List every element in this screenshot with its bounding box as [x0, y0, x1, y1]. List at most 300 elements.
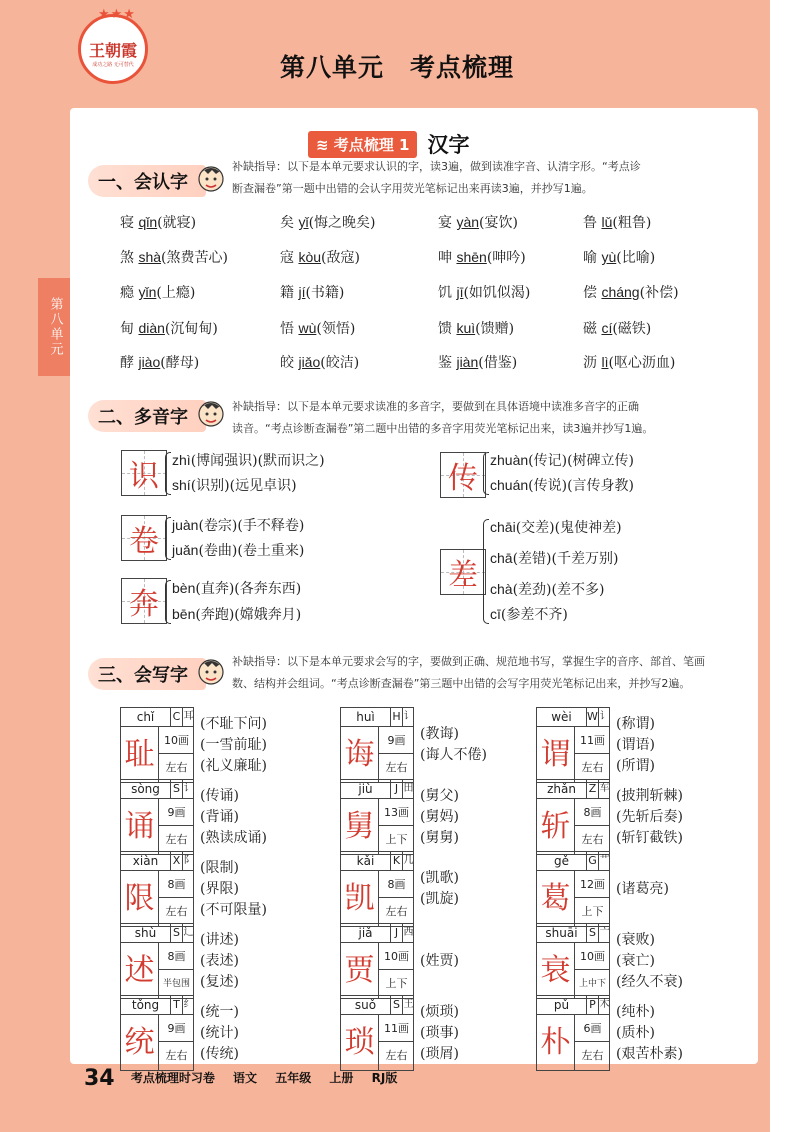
card-radical: 辶 [183, 924, 194, 943]
card-strokes: 8画 [159, 943, 194, 970]
character: 悟 [280, 321, 294, 337]
example-word: (借鉴) [478, 355, 518, 371]
card-pinyin: suǒ [341, 996, 391, 1015]
card-pinyin: sòng [121, 780, 171, 799]
card-letter: S [171, 924, 183, 943]
example-word: (限制) [200, 859, 239, 876]
card-letter: S [391, 996, 403, 1015]
character: 鉴 [438, 355, 452, 371]
card-word-list [616, 714, 655, 777]
pinyin: shēn [456, 249, 487, 265]
brand-logo [78, 7, 148, 84]
card-radical: 木 [599, 996, 610, 1015]
word-entry [280, 282, 344, 302]
card-character: 限 [121, 871, 159, 926]
grade: 五年级 [275, 1071, 312, 1085]
card-radical: 艹 [599, 852, 610, 871]
example-word: (沉甸甸) [164, 321, 218, 337]
card-strokes: 6画 [575, 1015, 610, 1042]
example-word: (统一) [200, 1003, 239, 1020]
character: 宴 [438, 215, 452, 231]
character: 矣 [280, 215, 294, 231]
example-word: (如饥似渴) [463, 285, 531, 301]
character: 偿 [583, 285, 597, 301]
example-word: (酵母) [160, 355, 200, 371]
pronunciation-entry [172, 475, 297, 495]
card-character: 贾 [341, 943, 379, 998]
polyphone-char-box [121, 578, 167, 624]
pinyin: qǐn [138, 214, 158, 230]
card-word-list [200, 714, 267, 777]
example-word: (复述) [200, 973, 239, 990]
example-word: (所谓) [616, 757, 655, 774]
part3-heading: 三、会写字 [88, 658, 206, 690]
example-word: (斩钉截铁) [616, 829, 683, 846]
card-structure: 半包围 [162, 979, 190, 989]
card-letter: H [391, 708, 403, 727]
example-word: (纯朴) [616, 1003, 655, 1020]
pinyin: jiàn [456, 354, 479, 370]
word-entry [120, 212, 196, 232]
part1-heading: 一、会认字 [88, 165, 206, 197]
card-word-list [420, 786, 459, 849]
word-entry [583, 212, 651, 232]
logo-name: 王朝霞 [88, 41, 137, 60]
student-face-icon [196, 655, 226, 687]
volume: 上册 [329, 1071, 354, 1085]
card-letter: P [587, 996, 599, 1015]
card-structure: 左右 [165, 761, 188, 774]
word-entry [280, 247, 360, 267]
example-word: (披荆斩棘) [616, 787, 683, 804]
card-pinyin: pǔ [537, 996, 587, 1015]
example-word: (凯旋) [420, 891, 459, 907]
card-pinyin: gě [537, 852, 587, 871]
crown-icon: ★★★ [98, 7, 136, 22]
pinyin: chā [490, 550, 513, 566]
card-radical: 讠 [403, 708, 414, 727]
card-letter: C [171, 708, 183, 727]
character: 呻 [438, 250, 452, 266]
pronunciation-entry [172, 578, 301, 598]
example-word: (琐事) [420, 1024, 459, 1041]
card-character: 统 [121, 1015, 159, 1070]
part3-tip [232, 651, 705, 695]
character-card [340, 851, 414, 927]
card-strokes: 9画 [379, 727, 414, 754]
pinyin: shà [138, 249, 162, 265]
card-pinyin: chǐ [121, 708, 171, 727]
polyphone-char-box [440, 549, 486, 595]
word-entry [280, 318, 355, 338]
card-radical: 亠 [599, 924, 610, 943]
card-character: 朴 [537, 1015, 575, 1070]
page-footer [84, 1066, 411, 1091]
character: 磁 [583, 321, 597, 337]
section-title [308, 130, 469, 158]
example-word: (礼义廉耻) [200, 757, 267, 774]
character-card [120, 995, 194, 1071]
pinyin: yàn [456, 214, 480, 230]
card-strokes: 8画 [159, 871, 194, 898]
polyphone-character: 差 [448, 558, 478, 593]
pronunciation-entry [490, 475, 634, 495]
example-words: (直奔)(各奔东西) [195, 581, 302, 597]
example-word: (凯歌) [420, 870, 459, 886]
card-character: 耻 [121, 727, 159, 782]
character-card [536, 707, 610, 783]
card-word-list [420, 1002, 459, 1065]
card-letter: T [171, 996, 183, 1015]
example-word: (呻吟) [486, 250, 526, 266]
pinyin: bēn [172, 606, 196, 622]
card-strokes: 8画 [379, 871, 414, 898]
character-card [340, 995, 414, 1071]
pronunciation-entry [490, 604, 568, 624]
card-strokes: 11画 [575, 727, 610, 754]
polyphone-character: 奔 [129, 587, 159, 622]
card-pinyin: huì [341, 708, 391, 727]
example-word: (馈赠) [475, 321, 515, 337]
example-word: (诲人不倦) [420, 747, 487, 763]
polyphone-character: 卷 [129, 524, 159, 559]
character-card [120, 779, 194, 855]
card-letter: K [391, 852, 403, 871]
example-word: (熟读成诵) [200, 829, 267, 846]
word-entry [438, 212, 518, 232]
example-word: (一雪前耻) [200, 736, 267, 753]
pinyin: shí [172, 477, 191, 493]
word-entry [583, 352, 675, 372]
card-pinyin: xiàn [121, 852, 171, 871]
example-word: (粗鲁) [612, 215, 652, 231]
example-word: (烦琐) [420, 1003, 459, 1020]
card-structure: 上中下 [578, 979, 606, 989]
character: 寇 [280, 250, 294, 266]
card-radical: 耳 [183, 708, 194, 727]
example-word: (磁铁) [612, 321, 652, 337]
example-word: (比喻) [616, 250, 656, 266]
card-letter: W [587, 708, 599, 727]
card-pinyin: shuāi [537, 924, 587, 943]
student-face-icon [196, 162, 226, 194]
example-word: (舅父) [420, 787, 459, 804]
example-word: (呕心沥血) [608, 355, 676, 371]
card-character: 琐 [341, 1015, 379, 1070]
pinyin: kòu [298, 249, 322, 265]
card-structure: 上下 [385, 977, 408, 990]
character: 皎 [280, 355, 294, 371]
character: 瘾 [120, 285, 134, 301]
example-word: (背诵) [200, 808, 239, 825]
card-radical: 讠 [183, 780, 194, 799]
part3-tip-line1: 补缺指导：以下是本单元要求会写的字，要做到正确、规范地书写，掌握生字的音序、部首、笔画 [232, 655, 705, 668]
word-entry [438, 318, 514, 338]
character-card [536, 851, 610, 927]
example-word: (悔之晚矣) [308, 215, 376, 231]
card-strokes: 9画 [159, 799, 194, 826]
pronunciation-entry [490, 450, 634, 470]
word-entry [583, 318, 651, 338]
example-word: (琐屑) [420, 1045, 459, 1062]
card-pinyin: wèi [537, 708, 587, 727]
card-letter: J [391, 780, 403, 799]
example-word: (表述) [200, 952, 239, 969]
card-word-list [200, 786, 267, 849]
example-words: (参差不齐) [500, 607, 568, 623]
card-word-list [616, 879, 669, 900]
example-word: (书籍) [305, 285, 345, 301]
card-word-list [616, 786, 683, 849]
card-character: 衰 [537, 943, 575, 998]
logo-subtitle: 成功之路 无可替代 [92, 62, 134, 68]
pronunciation-entry [172, 540, 304, 560]
card-word-list [420, 724, 487, 766]
word-entry [583, 247, 655, 267]
pinyin: zhì [172, 452, 191, 468]
pinyin: lǔ [601, 214, 613, 230]
character: 甸 [120, 321, 134, 337]
character-card [536, 995, 610, 1071]
card-strokes: 9画 [159, 1015, 194, 1042]
card-structure: 上下 [385, 833, 408, 846]
character-card [120, 851, 194, 927]
section-badge: ≋ 考点梳理 1 [308, 131, 417, 158]
card-character: 斩 [537, 799, 575, 854]
example-word: (界限) [200, 880, 239, 897]
example-word: (诸葛亮) [616, 880, 669, 897]
card-radical: 纟 [183, 996, 194, 1015]
example-word: (敌寇) [321, 250, 360, 266]
pinyin: jī [456, 284, 464, 300]
word-entry [438, 352, 517, 372]
pinyin: zhuàn [490, 452, 529, 468]
example-word: (衰败) [616, 931, 655, 948]
card-word-list [200, 1002, 239, 1065]
word-entry [120, 282, 195, 302]
card-radical: 田 [403, 780, 414, 799]
card-pinyin: kǎi [341, 852, 391, 871]
card-character: 述 [121, 943, 159, 998]
card-structure: 左右 [581, 833, 604, 846]
word-entry [120, 352, 199, 372]
card-structure: 左右 [581, 761, 604, 774]
part2-heading: 二、多音字 [88, 400, 206, 432]
part2-tip-line1: 补缺指导：以下是本单元要求读准的多音字，要做到在具体语境中读准多音字的正确 [232, 400, 639, 413]
character: 馈 [438, 321, 452, 337]
part1-tip-line2: 断查漏卷”第一题中出错的会认字用荧光笔标记出来再读3遍，并抄写1遍。 [232, 182, 593, 195]
word-entry [438, 247, 526, 267]
card-letter: G [587, 852, 599, 871]
example-words: (传记)(树碑立传) [528, 453, 635, 469]
card-radical: 王 [403, 996, 414, 1015]
example-word: (谓语) [616, 736, 655, 753]
card-letter: Z [587, 780, 599, 799]
pinyin: chà [490, 581, 513, 597]
example-word: (领悟) [316, 321, 356, 337]
example-words: (识别)(远见卓识) [190, 478, 297, 494]
card-word-list [200, 858, 267, 921]
word-entry [583, 282, 679, 302]
card-structure: 左右 [385, 1049, 408, 1062]
pinyin: chuán [490, 477, 529, 493]
polyphone-char-box [121, 515, 167, 561]
part3-tip-line2: 数、结构并会组词。“考点诊断查漏卷”第三题中出错的会写字用荧光笔标记出来，并抄写2遍。 [232, 677, 691, 690]
character-card [120, 923, 194, 999]
example-word: (质朴) [616, 1024, 655, 1041]
card-character: 谓 [537, 727, 575, 782]
card-radical: 讠 [599, 708, 610, 727]
card-structure: 左右 [165, 1049, 188, 1062]
character: 酵 [120, 355, 134, 371]
card-pinyin: jiǎ [341, 924, 391, 943]
polyphone-character: 识 [129, 459, 159, 494]
edition: RJ版 [371, 1071, 398, 1085]
card-structure: 左右 [165, 833, 188, 846]
pronunciation-entry [172, 515, 304, 535]
polyphone-character: 传 [448, 461, 478, 496]
example-word: (就寝) [157, 215, 197, 231]
character: 籍 [280, 285, 294, 301]
example-words: (卷曲)(卷土重来) [198, 543, 305, 559]
unit-side-tab: 第八单元 [38, 278, 72, 376]
pronunciation-entry [490, 548, 618, 568]
example-word: (上瘾) [156, 285, 196, 301]
pinyin: jiào [138, 354, 161, 370]
character: 饥 [438, 285, 452, 301]
example-words: (博闻强识)(默而识之) [190, 453, 325, 469]
card-radical: 西 [403, 924, 414, 943]
example-word: (称谓) [616, 715, 655, 732]
card-structure: 左右 [385, 761, 408, 774]
card-pinyin: jiù [341, 780, 391, 799]
pinyin: juàn [172, 517, 199, 533]
example-word: (先斩后奏) [616, 808, 683, 825]
part2-tip-line2: 读音。“考点诊断查漏卷”第二题中出错的多音字用荧光笔标记出来，读3遍并抄写1遍。 [232, 422, 654, 435]
example-word: (传统) [200, 1045, 239, 1062]
pinyin: diàn [138, 320, 165, 336]
character: 寝 [120, 215, 134, 231]
word-entry [120, 247, 228, 267]
card-structure: 左右 [581, 1049, 604, 1062]
pinyin: cháng [601, 284, 640, 300]
example-word: (教诲) [420, 726, 459, 742]
example-words: (传说)(言传身教) [528, 478, 635, 494]
character: 沥 [583, 355, 597, 371]
character-card [536, 923, 610, 999]
part2-tip [232, 396, 653, 440]
character: 煞 [120, 250, 134, 266]
pinyin: cí [601, 320, 613, 336]
example-word: (舅妈) [420, 808, 459, 825]
card-strokes: 11画 [379, 1015, 414, 1042]
example-word: (皎洁) [320, 355, 360, 371]
card-word-list [200, 930, 239, 993]
example-word: (衰亡) [616, 952, 655, 969]
character-card [536, 779, 610, 855]
example-words: (卷宗)(手不释卷) [198, 518, 305, 534]
character-card [340, 707, 414, 783]
card-word-list [616, 930, 683, 993]
polyphone-char-box [440, 452, 486, 498]
card-word-list [616, 1002, 683, 1065]
card-letter: X [171, 852, 183, 871]
student-face-icon [196, 397, 226, 429]
page-title: 第八单元 考点梳理 [280, 53, 515, 82]
pinyin: wù [298, 320, 317, 336]
card-strokes: 12画 [575, 871, 610, 898]
card-pinyin: tǒng [121, 996, 171, 1015]
pronunciation-entry [172, 450, 325, 470]
part1-tip [232, 156, 641, 200]
card-pinyin: shù [121, 924, 171, 943]
pronunciation-entry [490, 517, 622, 537]
pinyin: yǐ [298, 214, 309, 230]
word-entry [280, 212, 376, 232]
card-word-list [420, 951, 459, 972]
card-letter: S [587, 924, 599, 943]
card-structure: 上下 [581, 905, 604, 918]
word-entry [438, 282, 530, 302]
section-heading: 汉字 [427, 133, 470, 157]
example-word: (不可限量) [200, 901, 267, 918]
example-word: (传诵) [200, 787, 239, 804]
card-radical: 车 [599, 780, 610, 799]
character-card [340, 779, 414, 855]
card-character: 诵 [121, 799, 159, 854]
card-strokes: 10画 [379, 943, 414, 970]
pinyin: kuì [456, 320, 476, 336]
pronunciation-entry [490, 579, 604, 599]
example-word: (不耻下问) [200, 715, 267, 732]
example-word: (姓贾) [420, 952, 459, 969]
word-entry [280, 352, 359, 372]
pinyin: yù [601, 249, 617, 265]
example-words: (差劲)(差不多) [512, 582, 605, 598]
pinyin: jí [298, 284, 306, 300]
part1-tip-line1: 补缺指导：以下是本单元要求认识的字，读3遍，做到读准字音、认清字形。“考点诊 [232, 160, 641, 173]
pinyin: cī [490, 606, 501, 622]
card-letter: S [171, 780, 183, 799]
pinyin: juǎn [172, 542, 199, 558]
character: 鲁 [583, 215, 597, 231]
pinyin: jiǎo [298, 354, 321, 370]
card-strokes: 10画 [575, 943, 610, 970]
character-card [340, 923, 414, 999]
example-words: (交差)(鬼使神差) [515, 520, 622, 536]
card-word-list [420, 868, 459, 910]
example-word: (宴饮) [479, 215, 518, 231]
card-radical: 阝 [183, 852, 194, 871]
card-pinyin: zhǎn [537, 780, 587, 799]
card-character: 凯 [341, 871, 379, 926]
example-words: (差错)(千差万别) [512, 551, 619, 567]
page-margin [770, 0, 800, 1132]
example-word: (舅舅) [420, 829, 459, 846]
example-word: (统计) [200, 1024, 239, 1041]
example-word: (经久不衰) [616, 973, 683, 990]
pinyin: yǐn [138, 284, 157, 300]
pinyin: chāi [490, 519, 516, 535]
card-letter: J [391, 924, 403, 943]
card-character: 舅 [341, 799, 379, 854]
card-character: 诲 [341, 727, 379, 782]
word-entry [120, 318, 218, 338]
character-card [120, 707, 194, 783]
card-character: 葛 [537, 871, 575, 926]
example-word: (补偿) [639, 285, 679, 301]
pinyin: lì [601, 354, 609, 370]
